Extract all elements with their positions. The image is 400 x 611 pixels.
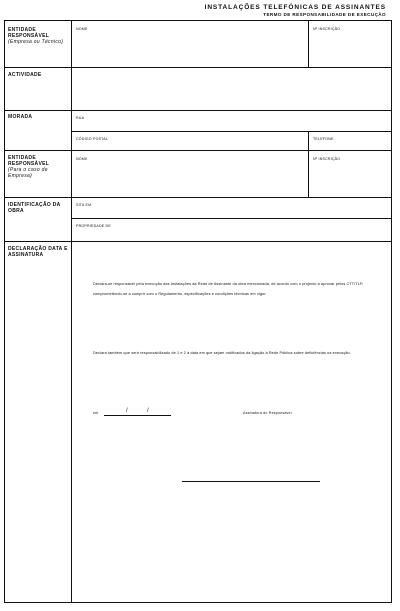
inscricao-field-label-2: Nº INSCRIÇÃO bbox=[313, 157, 341, 161]
identificacao-inner-divider bbox=[71, 218, 391, 219]
codigo-postal-field-label: CÓDIGO POSTAL bbox=[76, 137, 109, 141]
row-divider bbox=[5, 241, 391, 242]
form-header bbox=[205, 4, 386, 18]
date-separator-1: / bbox=[126, 408, 128, 414]
telefone-divider bbox=[308, 131, 309, 150]
entidade-responsavel-label: ENTIDADE RESPONSÁVEL (Empresa ou Técnico) bbox=[8, 27, 64, 45]
date-separator-2: / bbox=[147, 408, 149, 414]
nome-field-label: NOME bbox=[76, 27, 88, 31]
label-column-divider bbox=[71, 21, 72, 602]
row-divider bbox=[5, 67, 391, 68]
morada-label: MORADA bbox=[8, 114, 33, 120]
inscricao-divider bbox=[308, 21, 309, 67]
form-table bbox=[4, 20, 392, 603]
row-divider bbox=[5, 110, 391, 111]
telefone-field-label: TELEFONE bbox=[313, 137, 334, 141]
entidade-empresa-label: ENTIDADE RESPONSÁVEL (Para o caso de Empresa) bbox=[8, 155, 50, 179]
entidade-responsavel-sublabel: (Empresa ou Técnico) bbox=[8, 39, 64, 45]
row-divider bbox=[5, 150, 391, 151]
inscricao-field-label: Nº INSCRIÇÃO bbox=[313, 27, 341, 31]
date-prefix: em bbox=[93, 411, 99, 415]
declaracao-label: DECLARAÇÃO DATA E ASSINATURA bbox=[8, 246, 68, 258]
row-divider bbox=[5, 197, 391, 198]
sita-em-field-label: SITA EM bbox=[76, 203, 92, 207]
signature-line[interactable] bbox=[182, 481, 320, 482]
signature-label: Assinatura do Responsável bbox=[243, 411, 292, 415]
declaracao-paragraph-1: Declara-se responsável pela execução das Instalações da Rede de Assinante da obra mencionada, de acordo com o projecto a aprovar pelos CTT/TLP, comprometendo-se a cumprir com o Regulamento, especificações e condições técnicas em vigor. bbox=[93, 282, 364, 296]
form-subtitle: TERMO DE RESPONSABILIDADE DE EXECUÇÃO bbox=[263, 12, 386, 17]
nome-field-label-2: NOME bbox=[76, 157, 88, 161]
date-line[interactable] bbox=[104, 415, 171, 416]
identificacao-obra-label: IDENTIFICAÇÃO DA OBRA bbox=[8, 202, 61, 214]
declaracao-paragraph-2: Declara também que será responsabilizado de 1 e 2 à data em que sejam notificados da ligação à Rede Pública sobre deficiências na execução. bbox=[93, 351, 351, 355]
form-title: INSTALAÇÕES TELEFÓNICAS DE ASSINANTES bbox=[204, 4, 386, 11]
morada-inner-divider bbox=[71, 131, 391, 132]
inscricao-divider-2 bbox=[308, 150, 309, 197]
propriedade-field-label: PROPRIEDADE DE bbox=[76, 224, 111, 228]
entidade-empresa-sublabel: (Para o caso de Empresa) bbox=[8, 167, 48, 179]
actividade-label: ACTIVIDADE bbox=[8, 72, 42, 78]
rua-field-label: RUA bbox=[76, 116, 85, 120]
